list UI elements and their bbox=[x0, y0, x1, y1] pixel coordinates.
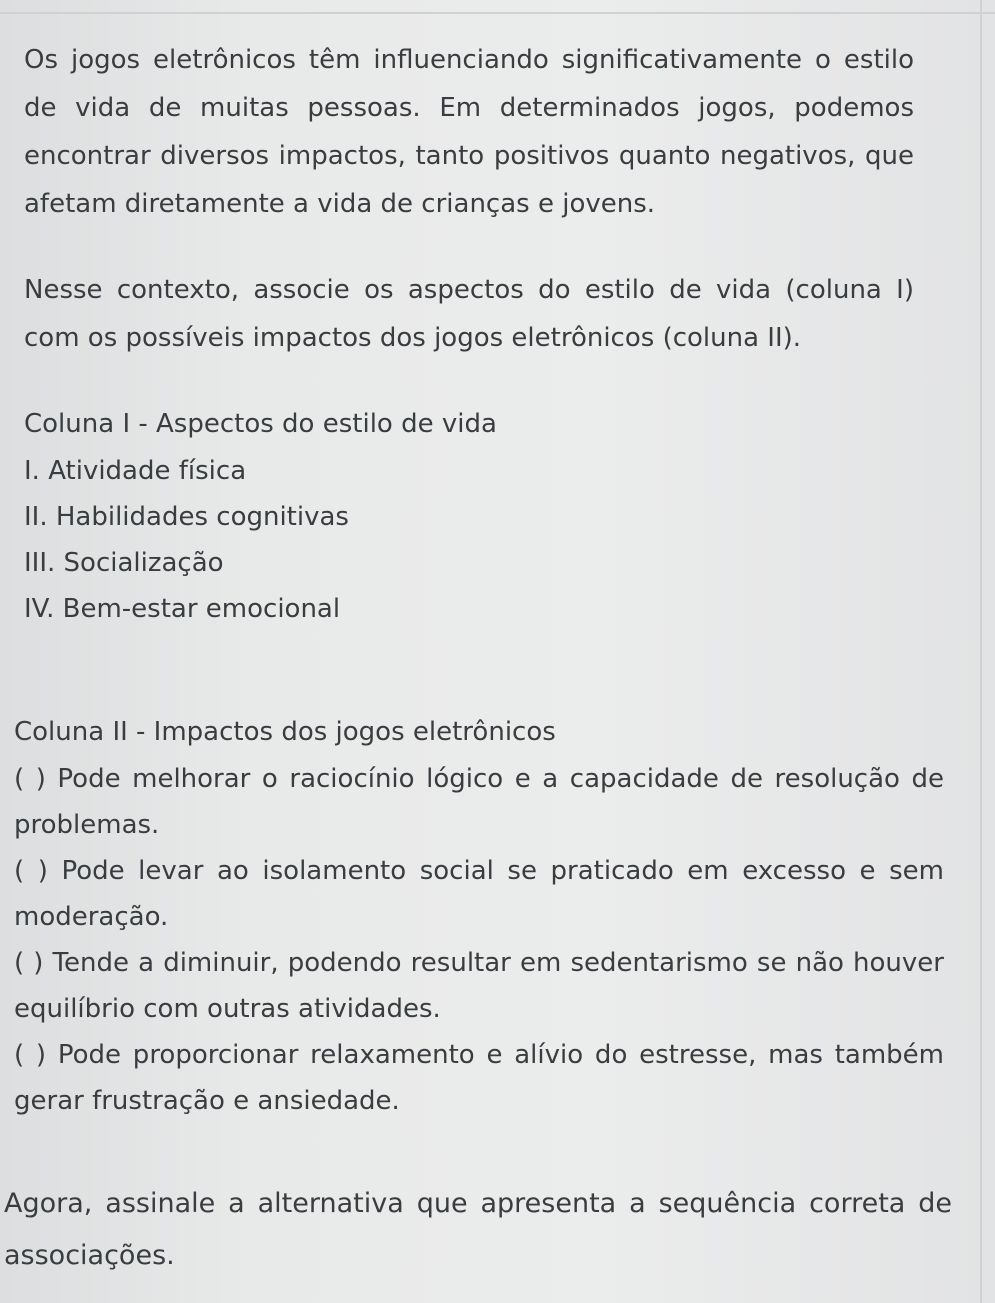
final-instruction: Agora, assinale a alternativa que apresenta a sequência correta de associações. bbox=[4, 1188, 952, 1271]
column2-section bbox=[14, 708, 944, 1124]
column2-title: Coluna II - Impactos dos jogos eletrônicos bbox=[14, 717, 556, 747]
right-divider bbox=[980, 0, 982, 1303]
column2-item: ( ) Pode proporcionar relaxamento e alívio do estresse, mas também gerar frustração e ansiedade. bbox=[14, 1040, 944, 1116]
column1-item: I. Atividade física bbox=[24, 456, 247, 486]
column1-title: Coluna I - Aspectos do estilo de vida bbox=[24, 409, 497, 439]
column2-item: ( ) Pode levar ao isolamento social se praticado em excesso e sem moderação. bbox=[14, 856, 944, 932]
column2-item: ( ) Tende a diminuir, podendo resultar em sedentarismo se não houver equilíbrio com outras atividades. bbox=[14, 948, 944, 1024]
column1-item: IV. Bem-estar emocional bbox=[24, 594, 341, 624]
intro-paragraph: Os jogos eletrônicos têm influenciando significativamente o estilo de vida de muitas pessoas. Em determinados jogos, podemos encontrar diversos impactos, tanto positivos quanto negativos, que afetam diretamente a vida de crianças e jovens. bbox=[24, 45, 914, 219]
instruction-paragraph: Nesse contexto, associe os aspectos do estilo de vida (coluna I) com os possíveis impactos dos jogos eletrônicos (coluna II). bbox=[24, 275, 914, 353]
column1-item: III. Socialização bbox=[24, 548, 224, 578]
top-divider bbox=[0, 12, 995, 14]
column1-list bbox=[24, 448, 914, 632]
question-body bbox=[24, 36, 914, 632]
column1-item: II. Habilidades cognitivas bbox=[24, 502, 349, 532]
column2-list bbox=[14, 756, 944, 1124]
column2-item: ( ) Pode melhorar o raciocínio lógico e a capacidade de resolução de problemas. bbox=[14, 764, 944, 840]
